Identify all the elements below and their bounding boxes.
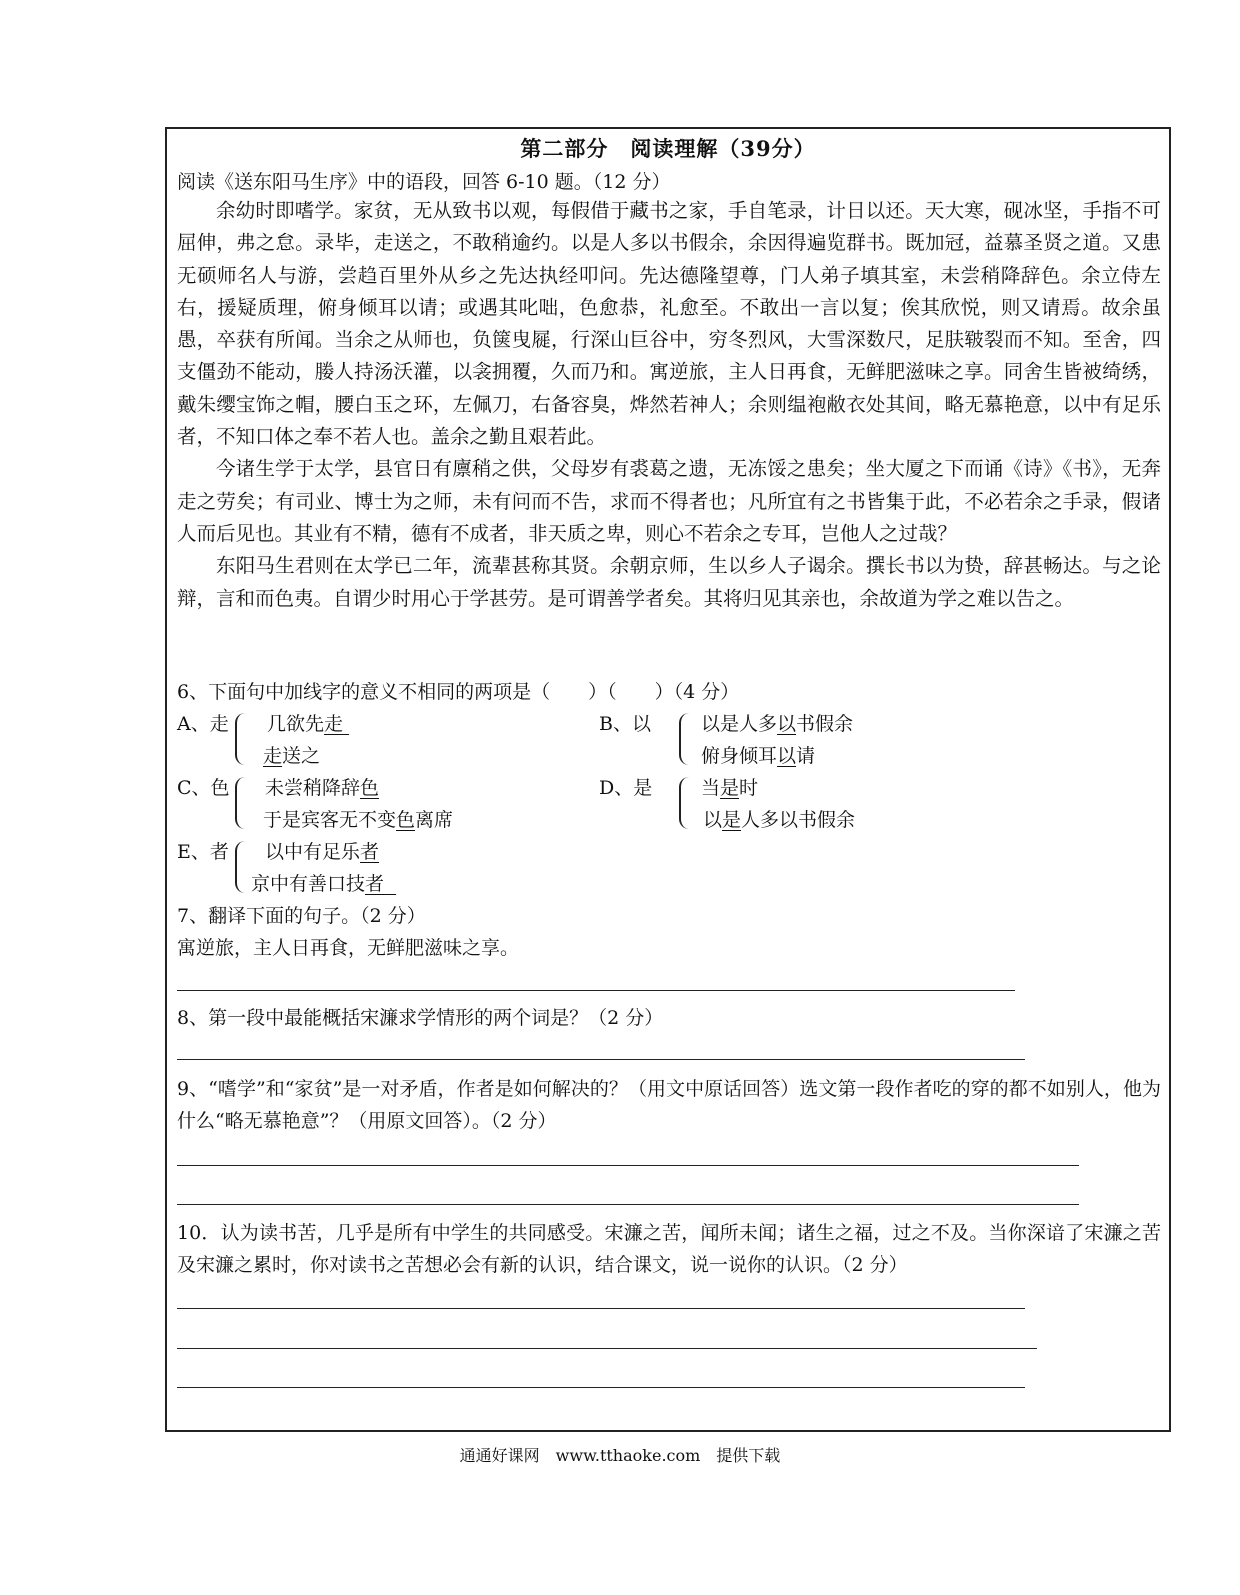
brace-e (235, 841, 247, 893)
exam-section-frame (165, 127, 1171, 1432)
answer-line-q10-1[interactable] (177, 1308, 1025, 1309)
reading-intro: 阅读《送东阳马生序》中的语段，回答 6-10 题。（12 分） (177, 171, 671, 193)
option-d-label: D、是 (599, 777, 653, 799)
option-a-label: A、走 (177, 713, 229, 735)
section-title: 第二部分 阅读理解（39分） (520, 136, 816, 161)
answer-line-q10-3[interactable] (177, 1387, 1025, 1388)
option-b-line-2: 俯身倾耳以请 (701, 745, 816, 767)
brace-a (235, 713, 247, 765)
answer-line-q10-2[interactable] (177, 1348, 1037, 1349)
answer-line-q9-1[interactable] (177, 1165, 1079, 1166)
question-8-stem: 8、第一段中最能概括宋濂求学情形的两个词是？（2 分） (177, 1007, 664, 1029)
answer-line-q9-2[interactable] (177, 1204, 1079, 1205)
option-c-line-2: 于是宾客无不变色离席 (263, 809, 454, 831)
passage-paragraph-2: 今诸生学于太学，县官日有廪稍之供，父母岁有裘葛之遗，无冻馁之患矣；坐大厦之下而诵《诗》《书》，无奔走之劳矣；有司业、博士为之师，未有问而不告，求而不得者也；凡所宜有之书皆集于此，不必若余之手录，假诸人而后见也。其业有不精，德有不成者，非天质之卑，则心不若余之专耳，岂他人之过哉？ (177, 457, 1161, 545)
option-e-line-2: 京中有善口技者 (251, 873, 385, 895)
answer-line-q8[interactable] (177, 1059, 1025, 1060)
question-7-stem: 7、翻译下面的句子。（2 分） (177, 905, 426, 927)
option-b-label: B、以 (599, 713, 651, 735)
question-7-sentence: 寓逆旅，主人日再食，无鲜肥滋味之享。 (177, 937, 520, 959)
brace-c (235, 777, 247, 829)
question-9-stem: 9、“嗜学”和“家贫”是一对矛盾，作者是如何解决的？（用文中原话回答）选文第一段作者吃的穿的都不如别人，他为什么“略无慕艳意”？（用原文回答）。（2 分） (177, 1078, 1161, 1132)
option-c-line-1: 未尝稍降辞色 (265, 777, 380, 799)
option-e-line-1: 以中有足乐者 (265, 841, 380, 863)
option-b-line-1: 以是人多以书假余 (701, 713, 854, 735)
reading-passage (177, 195, 1161, 615)
page-footer: 通通好课网 www.tthaoke.com 提供下载 (459, 1446, 781, 1465)
option-a-line-1: 几欲先走 (267, 713, 344, 735)
option-d-line-1: 当是时 (701, 777, 759, 799)
brace-d (679, 777, 691, 829)
option-c-label: C、色 (177, 777, 230, 799)
question-10-stem: 10．认为读书苦，几乎是所有中学生的共同感受。宋濂之苦，闻所未闻；诸生之福，过之不及。当你深谙了宋濂之苦及宋濂之累时，你对读书之苦想必会有新的认识，结合课文，说一说你的认识。（2 分） (177, 1222, 1161, 1276)
answer-line-q7[interactable] (177, 990, 1015, 991)
brace-b (679, 713, 691, 765)
option-a-line-2: 走送之 (263, 745, 321, 767)
option-e-label: E、者 (177, 841, 229, 863)
question-6-stem: 6、下面句中加线字的意义不相同的两项是（ ）（ ）（4 分） (177, 681, 740, 703)
passage-paragraph-1: 余幼时即嗜学。家贫，无从致书以观，每假借于藏书之家，手自笔录，计日以还。天大寒，砚冰坚，手指不可屈伸，弗之怠。录毕，走送之，不敢稍逾约。以是人多以书假余，余因得遍览群书。既加冠，益慕圣贤之道。又患无硕师名人与游，尝趋百里外从乡之先达执经叩问。先达德隆望尊，门人弟子填其室，未尝稍降辞色。余立侍左右，援疑质理，俯身倾耳以请；或遇其叱咄，色愈恭，礼愈至。不敢出一言以复；俟其欣悦，则又请焉。故余虽愚，卒获有所闻。当余之从师也，负箧曳屣，行深山巨谷中，穷冬烈风，大雪深数尺，足肤皲裂而不知。至舍，四支僵劲不能动，媵人持汤沃灌，以衾拥覆，久而乃和。寓逆旅，主人日再食，无鲜肥滋味之享。同舍生皆被绮绣，戴朱缨宝饰之帽，腰白玉之环，左佩刀，右备容臭，烨然若神人；余则缊袍敝衣处其间，略无慕艳意，以中有足乐者，不知口体之奉不若人也。盖余之勤且艰若此。 (177, 199, 1161, 449)
option-d-line-2: 以是人多以书假余 (703, 809, 856, 831)
passage-paragraph-3: 东阳马生君则在太学已二年，流辈甚称其贤。余朝京师，生以乡人子谒余。撰长书以为贽，辞甚畅达。与之论辩，言和而色夷。自谓少时用心于学甚劳。是可谓善学者矣。其将归见其亲也，余故道为学之难以告之。 (177, 554, 1161, 610)
